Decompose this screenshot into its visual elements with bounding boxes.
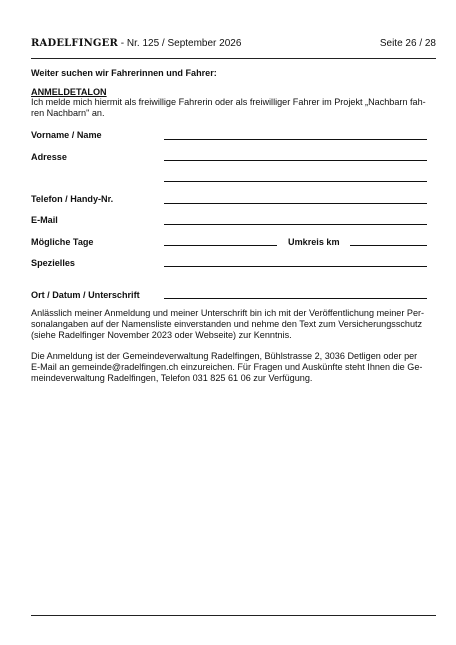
days-field-line[interactable] <box>164 245 277 246</box>
consent-line-2: sonalangaben auf der Namensliste einverstanden und nehme den Text zum Versicherungsschutz <box>31 319 423 329</box>
email-field-line[interactable] <box>164 224 427 225</box>
issue-info: - Nr. 125 / September 2026 <box>120 38 242 49</box>
page-number: Seite 26 / 28 <box>379 38 436 49</box>
intro-line-2: ren Nachbarn" an. <box>31 108 105 118</box>
phone-label: Telefon / Handy-Nr. <box>31 194 114 204</box>
headline: Weiter suchen wir Fahrerinnen und Fahrer: <box>31 68 217 78</box>
header-rule <box>31 58 436 59</box>
publication-name: RADELFINGER <box>31 38 118 49</box>
radius-label: Umkreis km <box>288 237 340 247</box>
name-field-line[interactable] <box>164 139 427 140</box>
name-label: Vorname / Name <box>31 130 102 140</box>
email-label: E-Mail <box>31 215 58 225</box>
days-label: Mögliche Tage <box>31 237 94 247</box>
submission-paragraph <box>31 351 431 384</box>
consent-line-3: (siehe Radelfinger November 2023 oder Webseite) zur Kenntnis. <box>31 330 292 340</box>
page-header <box>31 38 436 49</box>
special-label: Spezielles <box>31 258 75 268</box>
phone-field-line[interactable] <box>164 203 427 204</box>
consent-paragraph <box>31 308 431 341</box>
address-field-line-1[interactable] <box>164 160 427 161</box>
radius-field-line[interactable] <box>350 245 427 246</box>
signature-field-line[interactable] <box>164 298 427 299</box>
address-label: Adresse <box>31 152 67 162</box>
section-title: ANMELDETALON <box>31 87 107 97</box>
consent-line-1: Anlässlich meiner Anmeldung und meiner Unterschrift bin ich mit der Veröffentlichung meiner Per- <box>31 308 425 318</box>
intro-line-1: Ich melde mich hiermit als freiwillige Fahrerin oder als freiwilliger Fahrer im Projekt „Nachbarn fah- <box>31 97 426 107</box>
submission-line-1: Die Anmeldung ist der Gemeindeverwaltung Radelfingen, Bühlstrasse 2, 3036 Detligen oder per <box>31 351 418 361</box>
address-field-line-2[interactable] <box>164 181 427 182</box>
signature-label: Ort / Datum / Unterschrift <box>31 290 140 300</box>
footer-rule <box>31 615 436 616</box>
special-field-line[interactable] <box>164 266 427 267</box>
submission-line-3: meindeverwaltung Radelfingen, Telefon 031 825 61 06 zur Verfügung. <box>31 373 313 383</box>
submission-line-2: E-Mail an gemeinde@radelfingen.ch einzureichen. Für Fragen und Auskünfte steht Ihnen die Ge- <box>31 362 423 372</box>
